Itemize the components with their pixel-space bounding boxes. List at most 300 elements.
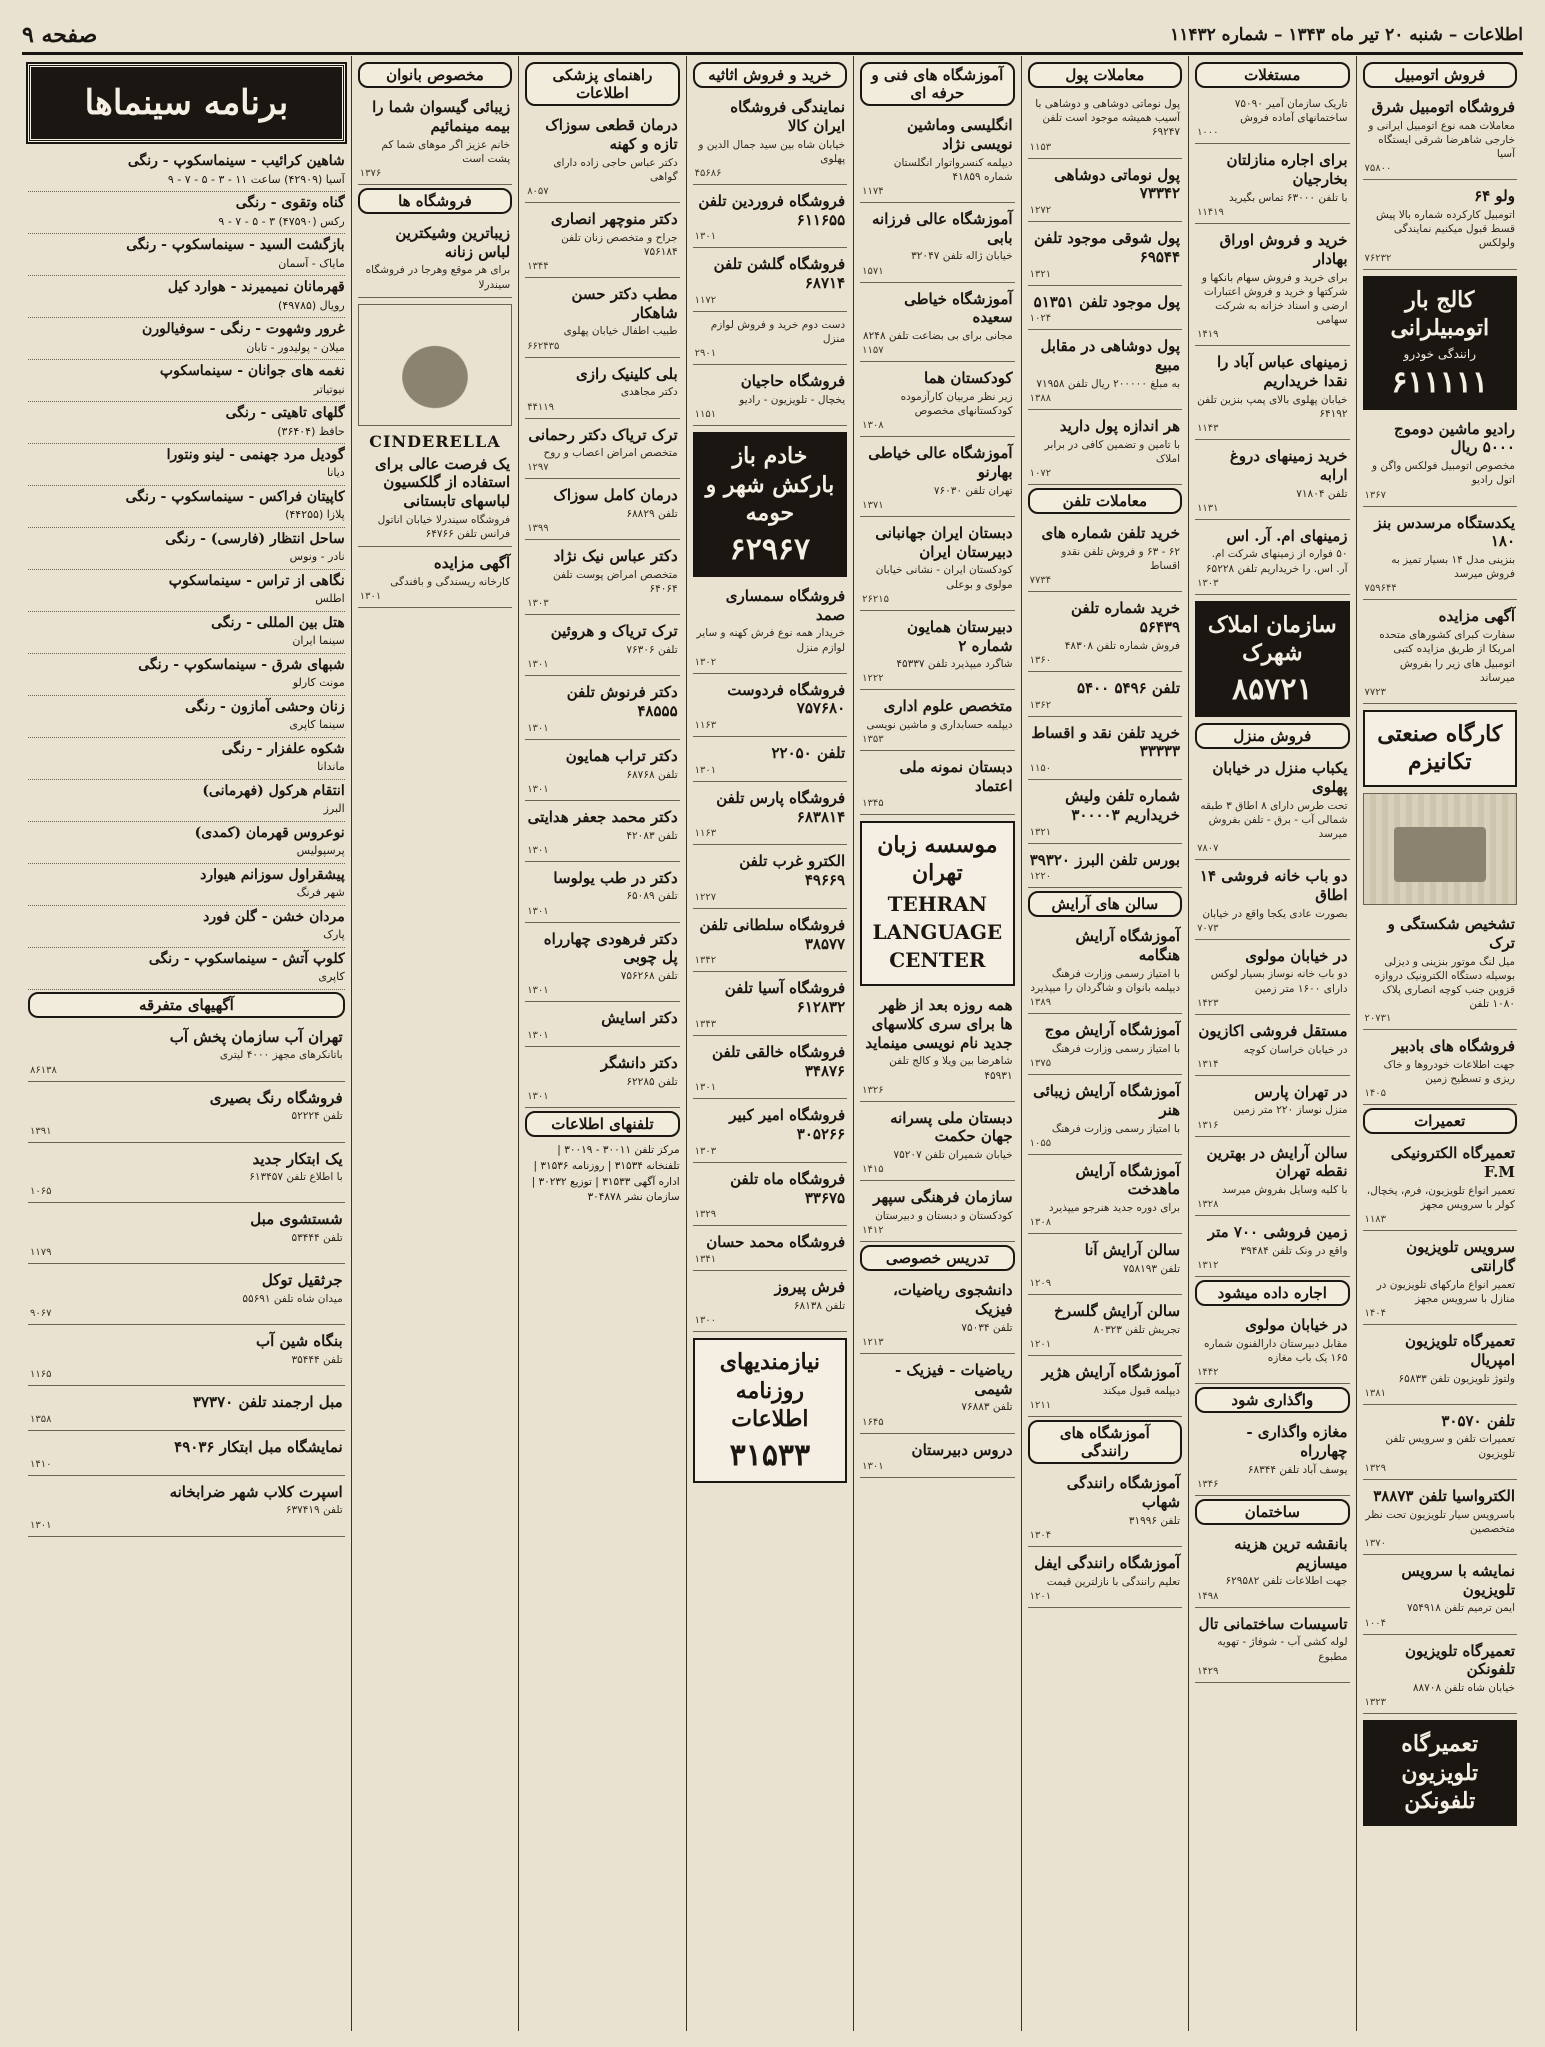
ad-title: تعمیرگاه تلویزیون امپریال	[1405, 1332, 1515, 1369]
ad-body: پول نوماتی دوشاهی و دوشاهی با آسیب همیشه موجود است تلفن ۶۹۲۴۷	[1035, 98, 1181, 139]
classified-ad	[860, 520, 1014, 611]
classified-ad	[693, 94, 847, 185]
ad-body: برای خرید و فروش سهام بانکها و شرکتها و خرید و فروش اعتبارات ارضی و اسناد خزانه به شرکت سهامی	[1201, 271, 1348, 327]
movie-cinemas: آسیا (۴۲۹۰۹) ساعت ۱۱ - ۳ - ۵ - ۷ - ۹	[167, 172, 345, 186]
classified-ad	[525, 206, 679, 278]
ad-code: ۱۳۵۸	[30, 1413, 52, 1425]
ad-body: تلفن ۳۱۹۹۶	[1128, 1514, 1181, 1527]
classified-ad	[1028, 413, 1182, 485]
ad-title: سازمان فرهنگی سپهر	[873, 1188, 1013, 1207]
movie-title: هتل بین المللی - رنگی	[211, 614, 345, 631]
classified-ad	[1028, 1078, 1182, 1155]
ad-code: ۱۱۵۱	[694, 409, 717, 421]
ad-code: ۱۳۲۳	[1364, 1697, 1387, 1709]
ad-code: ۱۱۸۳	[1364, 1214, 1387, 1226]
ad-title: اسپرت کلاب شهر ضرابخانه	[169, 1482, 343, 1501]
ad-title: بنگاه شین آب	[256, 1332, 343, 1351]
display-ad-headline: تعمیرگاه تلویزیون تلفونکن	[1401, 1731, 1479, 1815]
ad-title: پول شوقی موجود تلفن ۶۹۵۴۴	[1033, 229, 1181, 266]
ad-code: ۱۳۰۸	[862, 420, 884, 432]
ad-body: ۶۲ - ۶۳ و فروش تلفن نقدو اقساط	[1061, 545, 1181, 572]
ad-title: خرید زمینهای دروغ ارابه	[1229, 447, 1348, 484]
ad-title: دکتر اسایش	[601, 1009, 678, 1028]
classified-ad	[1363, 603, 1517, 703]
ad-body: تعلیم رانندگی با نازلترین قیمت	[1046, 1575, 1181, 1588]
classified-ad	[1363, 1033, 1517, 1105]
ad-body: کودکستان و دبستان و دبیرستان	[875, 1210, 1013, 1223]
ad-body: جهت اطلاعات تلفن ۶۲۹۵۸۲	[1225, 1575, 1348, 1588]
movie-listing	[28, 696, 345, 738]
classified-ad	[1028, 1470, 1182, 1547]
ad-title: خرید و فروش اوراق بهادار	[1219, 231, 1348, 268]
ad-title: فروشگاه آسیا تلفن ۶۱۲۸۳۲	[724, 979, 846, 1017]
ad-body: تلفن ۷۵۰۳۴	[961, 1321, 1013, 1334]
ad-code: ۱۴۱۵	[862, 1164, 884, 1176]
ad-title: خرید تلفن شماره های	[1041, 524, 1181, 543]
classified-ad	[1028, 595, 1182, 672]
ad-body: با اطلاع تلفن ۶۱۳۴۵۷	[249, 1171, 343, 1184]
classified-ad	[1363, 94, 1517, 180]
classified-ad	[1195, 227, 1349, 346]
ad-code: ۱۳۴۱	[694, 1254, 717, 1266]
ad-title: یکدستگاه مرسدس بنز ۱۸۰	[1374, 513, 1515, 551]
classified-ad	[28, 1206, 345, 1264]
movie-title: ساحل انتظار (فارسی) - رنگی	[165, 530, 345, 547]
ad-title: دکتر فرهودی چهارراه پل چوبی	[543, 929, 678, 967]
column-schools	[853, 56, 1020, 2031]
classified-ad	[525, 1005, 679, 1047]
ad-title: الکترو غرب تلفن ۴۹۶۶۹	[739, 852, 846, 890]
movie-listing	[28, 612, 345, 654]
classified-ad	[1363, 510, 1517, 601]
movie-cinemas: میلان - پولیدور - تابان	[246, 340, 345, 354]
display-ad	[1363, 710, 1517, 787]
ad-title: تعمیرگاه تلویزیون تلفونکن	[1405, 1641, 1515, 1679]
ad-body: با تلفن ۶۳۰۰۰ تماس بگیرید	[1229, 191, 1348, 204]
classified-ad	[1363, 1408, 1517, 1480]
ad-code: ۱۳۲۹	[694, 1209, 717, 1221]
ad-body: تلفن ۷۵۶۲۶۸	[620, 970, 678, 983]
classified-ad	[1028, 783, 1182, 844]
ad-code: ۱۱۳۱	[1197, 502, 1219, 514]
movie-cinemas: دیانا	[326, 466, 345, 480]
ad-body: تلفن ۷۵۸۱۹۳	[1123, 1263, 1181, 1276]
section-title: ساختمان	[1195, 1499, 1349, 1525]
ad-title: سالن آرایش گلسرخ	[1054, 1302, 1181, 1321]
ad-code: ۱۰۰۴	[1364, 1617, 1387, 1629]
ad-code: ۱۳۸۸	[1029, 392, 1052, 404]
ad-title: آموزشگاه رانندگی شهاب	[1066, 1474, 1181, 1511]
ad-code: ۱۳۴۶	[1197, 1478, 1219, 1490]
movie-title: پیشقراول سوزانم هیوارد	[200, 866, 345, 883]
ad-code: ۱۳۴۳	[694, 1018, 717, 1030]
ad-title: تشخیص شکستگی و ترک	[1387, 915, 1515, 952]
ad-body: تلفن ۴۲۰۸۳	[626, 829, 678, 842]
ad-body: تاریک سازمان آمیر ۷۵۰۹۰ ساختمانهای آماده فروش	[1234, 98, 1348, 125]
movie-title: انتقام هرکول (فهرمانی)	[202, 782, 345, 799]
classified-ad	[1028, 1237, 1182, 1295]
movie-cinemas: نیوتیاتر	[313, 382, 345, 396]
ad-title: دکتر محمد جعفر هدایتی	[527, 807, 678, 826]
ad-title: فروشگاه اتومبیل شرق	[1371, 98, 1515, 116]
movie-listing	[28, 276, 345, 318]
classified-ad	[693, 912, 847, 973]
classified-ad	[693, 1229, 847, 1271]
ad-title: آموزشگاه آرایش ماهدخت	[1075, 1161, 1181, 1199]
ad-title: زیبائی گیسوان شما را بیمه مینمائیم	[372, 98, 511, 135]
classified-ad	[1195, 349, 1349, 440]
section-title: مستغلات	[1195, 62, 1349, 88]
classified-ad	[525, 112, 679, 203]
classified-ad	[1195, 1419, 1349, 1496]
ad-body: طبیب اطفال خیابان پهلوی	[563, 325, 678, 338]
classified-ad	[693, 1102, 847, 1163]
ad-title: آگهی مزایده	[433, 554, 511, 573]
ad-title: دبستان نمونه ملی اعتماد	[899, 758, 1013, 796]
ad-code: ۱۱۵۳	[1029, 141, 1052, 153]
movie-title: گودیل مرد جهنمی - لینو ونتورا	[166, 446, 345, 463]
ad-body: شاهرضا بین ویلا و کالج تلفن ۴۵۹۳۱	[889, 1055, 1013, 1082]
ad-title: درمان قطعی سوزاک تازه و کهنه	[545, 116, 678, 153]
ad-code: ۷۵۹۶۴۴	[1364, 583, 1397, 595]
movie-cinemas: اطلس	[315, 592, 345, 606]
ad-code: ۱۳۷۰	[1364, 1537, 1387, 1549]
ad-code: ۱۲۰۹	[1029, 1278, 1052, 1290]
classified-ad	[525, 804, 679, 862]
classified-ad	[693, 315, 847, 365]
movie-listing	[28, 486, 345, 528]
page-number: صفحه ۹	[22, 22, 98, 48]
ad-body: معاملات همه نوع اتومبیل ایرانی و خارجی شاهرضا شرقی ایستگاه آسیا	[1368, 119, 1515, 161]
ad-body: کارخانه ریسندگی و بافندگی	[390, 576, 511, 589]
movie-cinemas: شهر فرنگ	[296, 886, 345, 900]
ad-body: خریدار همه نوع فرش کهنه و سایر لوازم منزل	[696, 627, 846, 654]
ad-title: ریاضیات - فیزیک - شیمی	[894, 1360, 1013, 1398]
ad-body: با تامین و تضمین کافی در برابر املاک	[1044, 438, 1181, 465]
ad-code: ۷۶۲۳۲	[1364, 252, 1392, 264]
classified-ad	[525, 281, 679, 358]
ad-body: متخصص امراض پوست تلفن ۶۴۰۶۴	[552, 569, 678, 596]
ad-code: ۱۴۱۲	[862, 1225, 884, 1237]
ad-title: دبستان ملی پسرانه جهان حکمت	[890, 1108, 1013, 1146]
movie-title: شکوه علفزار - رنگی	[221, 740, 345, 757]
ad-title: فروشگاه امیر کبیر ۳۰۵۲۶۶	[729, 1106, 846, 1144]
ad-body: شاگرد میپذیرد تلفن ۴۵۳۳۷	[896, 658, 1013, 671]
ad-code: ۱۳۶۷	[1364, 489, 1387, 501]
classified-ad	[1195, 1611, 1349, 1683]
ad-code: ۱۳۰۱	[694, 1082, 717, 1094]
ad-body: ۵۰ فواره از زمینهای شرکت ام. آر. اس. را خریداریم تلفن ۶۵۲۲۸	[1205, 548, 1348, 575]
classified-ad	[1028, 923, 1182, 1014]
ad-body: خیابان ژاله تلفن ۳۲۰۴۷	[911, 250, 1013, 263]
ad-title: مطب دکتر حسن شاهکار	[571, 284, 678, 322]
ad-body: تلفن ۵۳۴۴۴	[291, 1232, 343, 1245]
ad-body: در خیابان خراسان کوچه	[1243, 1043, 1348, 1056]
ad-title: فروشگاه محمد حسان	[706, 1233, 846, 1252]
ad-title: مغازه واگذاری - چهارراه	[1246, 1423, 1348, 1461]
ad-code: ۱۳۲۹	[1364, 1462, 1387, 1474]
section-title: فروشگاه ها	[358, 188, 512, 214]
ad-code: ۱۱۴۳	[1197, 423, 1219, 435]
movie-cinemas: رکس (۴۷۵۹۰) ۳ - ۵ - ۷ - ۹	[218, 214, 345, 228]
section-title: آموزشگاه های رانندگی	[1028, 1420, 1182, 1464]
classified-ad	[1363, 911, 1517, 1030]
ad-title: تلفن ۲۲۰۵۰	[771, 744, 846, 763]
classified-ad	[358, 451, 512, 548]
ad-code: ۱۲۲۲	[862, 673, 884, 685]
issue-meta: اطلاعات – شنبه ۲۰ تیر ماه ۱۳۴۳ – شماره ۱۱۴۳۲	[1170, 25, 1523, 45]
section-title: آگهیهای متفرقه	[28, 992, 345, 1018]
ad-code: ۹۰۶۷	[30, 1308, 52, 1320]
movie-listing	[28, 570, 345, 612]
cinderella-logo-text: CINDERELLA	[369, 431, 501, 451]
ad-body: تلفن ۳۵۴۴۴	[291, 1354, 343, 1367]
ad-code: ۱۴۲۳	[1197, 997, 1219, 1009]
display-ad-subline: رانندگی خودرو	[1403, 346, 1476, 361]
display-ad-phone: ۶۲۹۶۷	[729, 531, 811, 567]
ad-body: زیر نظر مربیان کارآزموده کودکستانهای مخصوص	[900, 390, 1013, 418]
ad-body: سفارت کبرای کشورهای متحده امریکا از طریق مزایده کتبی اتومبیل های زیر را بفروش میرساند	[1379, 629, 1515, 684]
ad-body: مخصوص اتومبیل فولکس واگن و اتول رادیو	[1371, 460, 1515, 487]
ad-title: نمایشگاه مبل ابتکار ۴۹۰۳۶	[174, 1437, 343, 1456]
movie-title: کاپیتان فراکس - سینماسکوپ - رنگی	[125, 488, 345, 505]
ad-code: ۷۷۲۳	[1364, 686, 1387, 698]
movie-cinemas: مونت کارلو	[292, 676, 345, 690]
ad-code: ۱۳۰۱	[527, 844, 549, 856]
classified-ad	[1363, 1483, 1517, 1555]
ad-title: سرویس تلویزیون گارانتی	[1406, 1238, 1515, 1275]
classified-ad	[525, 422, 679, 480]
ad-code: ۱۲۰۱	[1029, 1339, 1052, 1351]
ad-body: فروشگاه سیندرلا خیابان اناتول فرانس تلفن ۶۴۷۶۶	[377, 513, 511, 541]
ad-title: آموزشگاه آرایش زیبائی هنر	[1033, 1082, 1181, 1119]
ad-title: هر اندازه پول دارید	[1059, 416, 1181, 435]
ad-title: پول موجود تلفن ۵۱۳۵۱	[1033, 292, 1181, 311]
classified-ad	[693, 848, 847, 909]
ad-code: ۱۱۶۵	[30, 1369, 52, 1381]
ad-title: آموزشگاه رانندگی ایفل	[1034, 1553, 1181, 1572]
section-title: مخصوص بانوان	[358, 62, 512, 88]
classified-ad	[28, 1479, 345, 1537]
classified-ad	[1195, 943, 1349, 1015]
ad-title: الکترواسیا تلفن ۳۸۸۷۳	[1373, 1486, 1515, 1505]
language-center-english: LANGUAGE	[872, 920, 1003, 945]
ad-body: تلفن ۶۸۱۳۸	[793, 1299, 846, 1312]
ad-body: اتومبیل کارکرده شماره بالا پیش قسط قبول میکنیم نمایندگی ولولکس	[1376, 209, 1515, 250]
classified-ad	[860, 112, 1014, 203]
ad-code: ۱۳۰۱	[527, 722, 549, 734]
classified-ad	[693, 188, 847, 249]
ad-title: آموزشگاه خیاطی سعیده	[904, 289, 1013, 327]
ad-body: تحت طرس دارای ۸ اطاق ۳ طبقه شمالی آب - برق - تلفن بفروش میرسد	[1200, 799, 1348, 840]
movie-listing	[28, 654, 345, 696]
display-ad	[693, 432, 847, 577]
section-title: واگذاری شود	[1195, 1387, 1349, 1413]
ad-body: خیابان شمیران تلفن ۷۵۲۰۷	[893, 1149, 1013, 1162]
movie-listing	[28, 906, 345, 948]
ad-title: در تهران پارس	[1254, 1082, 1348, 1101]
ad-title: زمینهای عباس آباد را نقدا خریداریم	[1216, 353, 1348, 390]
ad-code: ۱۳۲۶	[862, 1084, 884, 1096]
ad-title: دکتر عباس نیک نژاد	[553, 547, 678, 566]
machine-illustration	[1363, 793, 1517, 905]
classified-ad	[1195, 1531, 1349, 1608]
column-money-phone	[1021, 56, 1188, 2031]
ad-body: دکتر مجاهدی	[620, 386, 678, 399]
ad-title: آموزشگاه آرایش هژیر	[1041, 1363, 1181, 1382]
classified-ad	[693, 583, 847, 674]
classified-ad	[1028, 162, 1182, 223]
ad-code: ۱۰۰۰	[1197, 127, 1219, 139]
movie-listing	[28, 528, 345, 570]
movie-title: بازگشت السید - سینماسکوپ - رنگی	[126, 236, 345, 253]
classified-ad	[860, 365, 1014, 437]
classified-ad	[1028, 1158, 1182, 1235]
ad-title: یک ابتکار جدید	[252, 1149, 343, 1168]
classified-ad	[525, 865, 679, 923]
ad-title: پول نوماتی دوشاهی ۷۳۳۴۲	[1054, 165, 1181, 203]
classified-ad	[1195, 147, 1349, 224]
ad-body: خانم عزیز اگر موهای شما کم پشت است	[381, 138, 511, 165]
classified-ad	[28, 1085, 345, 1143]
ad-code: ۱۳۰۳	[527, 598, 549, 610]
classified-ad	[860, 614, 1014, 691]
classified-ad	[1363, 416, 1517, 507]
newspaper-page	[22, 56, 1523, 2031]
ad-body: تلفن ۶۸۷۶۸	[626, 768, 678, 781]
ad-title: در خیابان مولوی	[1245, 1316, 1348, 1335]
ad-body: با امتیاز رسمی وزارت فرهنگ دیپلمه بانوان و شاگردان را میپذیرد	[1030, 967, 1181, 994]
ad-code: ۴۵۶۸۶	[694, 167, 722, 179]
ad-body: با کلیه وسایل بفروش میرسد	[1222, 1184, 1348, 1197]
ad-title: کودکستان هما	[924, 369, 1013, 388]
ad-code: ۱۳۰۰	[694, 1315, 717, 1327]
ad-title: فروشگاه پارس تلفن ۶۸۳۸۱۴	[716, 788, 846, 826]
section-title: سالن های آرایش	[1028, 891, 1182, 917]
section-title: آموزشگاه های فنی و حرفه ای	[860, 62, 1014, 106]
column-women-shops	[351, 56, 518, 2031]
section-title: معاملات تلفن	[1028, 488, 1182, 514]
classified-ad	[1195, 1312, 1349, 1384]
ad-title: برای اجاره منازلتان بخارجیان	[1226, 151, 1348, 189]
ad-code: ۱۳۰۲	[694, 656, 717, 668]
ad-body: دیپلمه قبول میکند	[1102, 1385, 1181, 1397]
ad-body: تلفن ۶۵۰۸۹	[626, 890, 678, 903]
classified-ad	[860, 1357, 1014, 1434]
ad-code: ۸۰۵۷	[527, 185, 549, 197]
classified-ad	[693, 368, 847, 426]
ad-body: منزل نوساز ۲۲۰ متر زمین	[1233, 1104, 1348, 1117]
ad-code: ۱۳۴۲	[694, 955, 717, 967]
ad-title: دو باب خانه فروشی ۱۴ اطاق	[1199, 867, 1348, 904]
classified-ad	[860, 1437, 1014, 1479]
movie-title: نوعروس قهرمان (کمدی)	[194, 824, 345, 841]
cinema-program-banner: برنامه سینماها	[28, 64, 345, 142]
ad-title: زمینهای ام. آر. اس	[1226, 526, 1348, 545]
ad-code: ۱۱۷۲	[694, 294, 717, 306]
ad-title: خرید شماره تلفن ۵۶۴۳۹	[1070, 599, 1181, 636]
ad-title: دبیرستان همایون شماره ۲	[906, 617, 1013, 655]
info-phone-list: مرکز تلفن ۳۰۰۱۱ - ۳۰۰۱۹ | تلفنخانه ۳۱۵۳۴ | روزنامه ۳۱۵۳۶ | اداره آگهی ۳۱۵۳۳ | توزیع ۳۰۲۳۲ | سازمان نشر ۳۰۴۸۷۸	[531, 1144, 680, 1204]
ad-code: ۱۳۹۱	[30, 1125, 52, 1137]
movie-listing	[28, 864, 345, 906]
ad-body: برای هر موقع وهرجا در فروشگاه سیندرلا	[365, 264, 511, 291]
ad-body: با امتیاز رسمی وزارت فرهنگ	[1051, 1042, 1181, 1055]
ad-code: ۱۳۰۱	[527, 1030, 549, 1042]
ad-code: ۱۳۷۶	[359, 167, 382, 179]
ad-body: جهت اطلاعات خودروها و خاک ریزی و تسطیح زمین	[1383, 1058, 1515, 1086]
ad-title: فروشگاه رنگ بصیری	[209, 1088, 343, 1107]
ad-body: ولتوژ تلویزیون تلفن ۶۵۸۳۳	[1398, 1372, 1515, 1385]
classified-ad	[28, 1146, 345, 1204]
ad-body: تهران تلفن ۷۶۰۳۰	[933, 484, 1013, 497]
ad-title: انگلیسی وماشین نویسی نژاد	[907, 116, 1013, 153]
ad-body: دو باب خانه نوساز بسیار لوکس دارای ۱۶۰۰ متر زمین	[1210, 968, 1348, 995]
movie-listing	[28, 318, 345, 360]
ad-title: خرید تلفن نقد و اقساط ۳۳۳۳۳	[1031, 723, 1181, 761]
classified-ad	[693, 1039, 847, 1100]
ad-body: متخصص امراض اعصاب و روح	[543, 447, 678, 460]
ad-title: نمایندگی فروشگاه ایران کالا	[730, 98, 846, 135]
ad-title: دکتر تراب همایون	[565, 746, 678, 765]
ad-title: فروشگاه گلشن تلفن ۶۸۷۱۴	[713, 255, 846, 293]
ad-code: ۷۵۸۰۰	[1364, 163, 1392, 175]
display-ad-headline: کالج بار اتومبیلرانی	[1390, 286, 1490, 342]
ad-code: ۱۳۴۵	[862, 797, 884, 809]
classified-ad	[1363, 1328, 1517, 1405]
classified-ad	[860, 286, 1014, 363]
classified-ad	[1195, 1140, 1349, 1217]
ad-title: بورس تلفن البرز ۳۹۳۲۰	[1029, 850, 1181, 869]
ad-title: تعمیرگاه الکترونیکی F.M	[1390, 1144, 1515, 1182]
ad-body: جراح و متخصص زنان تلفن ۷۵۶۱۸۴	[561, 231, 678, 258]
ad-code: ۱۳۰۴	[1029, 1529, 1052, 1541]
ad-code: ۱۴۲۹	[1197, 1665, 1219, 1677]
classified-ad	[1195, 1219, 1349, 1277]
ad-code: ۱۳۰۳	[694, 1145, 717, 1157]
classified-ad	[28, 1434, 345, 1476]
classified-ad	[1028, 333, 1182, 410]
display-ad-headline: کارگاه صنعتی تکانیزم	[1377, 720, 1503, 776]
ad-title: مستقل فروشی اکازیون	[1198, 1021, 1348, 1040]
column-furniture	[686, 56, 853, 2031]
ad-code: ۱۳۰۱	[694, 764, 717, 776]
ad-code: ۱۳۰۱	[694, 231, 717, 243]
ad-title: فروشگاه فروردین تلفن ۶۱۱۶۵۵	[698, 191, 846, 229]
movie-cinemas: پارک	[323, 928, 345, 942]
classified-ad	[358, 94, 512, 185]
classified-ad	[525, 482, 679, 540]
ad-body: دیپلمه حسابداری و ماشین نویسی	[866, 719, 1013, 732]
ad-code: ۱۳۲۸	[1197, 1199, 1219, 1211]
ad-code: ۱۰۲۴	[1029, 313, 1052, 325]
movie-title: نغمه های جوانان - سینماسکوپ	[159, 362, 345, 379]
ad-code: ۱۳۷۱	[862, 499, 884, 511]
ad-title: بانقشه ترین هزینه میسازیم	[1234, 1534, 1348, 1572]
ad-code: ۱۳۰۱	[527, 905, 549, 917]
ad-title: فروشگاه ماه تلفن ۳۳۶۷۵	[730, 1169, 846, 1207]
ad-title: دبستان ایران جهانبانی دبیرستان ایران	[875, 523, 1013, 561]
movie-cinemas: کاپری	[318, 970, 345, 984]
classified-ad	[525, 543, 679, 615]
classified-ad	[1195, 94, 1349, 144]
ad-body: مقابل دبیرستان دارالفنون شماره ۱۶۵ یک باب مغازه	[1204, 1337, 1348, 1365]
ad-body: خیابان پهلوی بالای پمپ بنزین تلفن ۶۴۱۹۲	[1197, 393, 1348, 420]
classified-ad	[1028, 1359, 1182, 1417]
movie-cinemas: البرز	[323, 802, 345, 816]
ad-title: فروشگاه حاجیان	[740, 372, 846, 391]
classified-ad	[1363, 1234, 1517, 1325]
